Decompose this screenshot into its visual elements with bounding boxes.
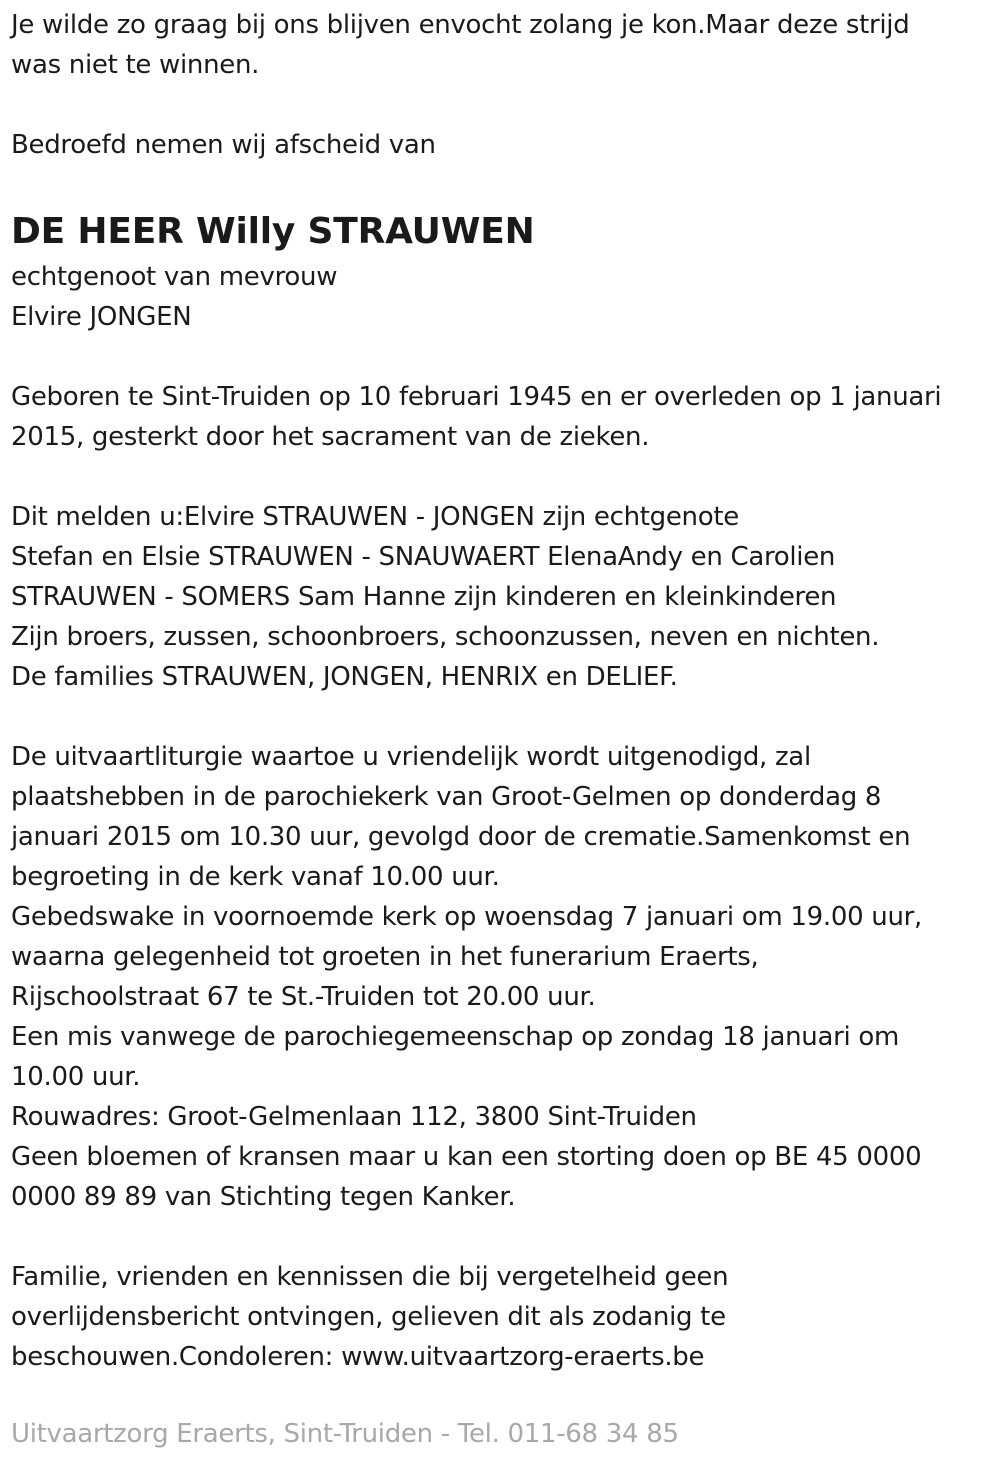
family-line: De families STRAUWEN, JONGEN, HENRIX en DELIEF. bbox=[11, 662, 678, 692]
ceremony-line: Een mis vanwege de parochiegemeenschap op zondag 18 januari om bbox=[11, 1022, 900, 1052]
birth-death-line: Geboren te Sint-Truiden op 10 februari 1945 en er overleden op 1 januari bbox=[11, 382, 942, 412]
spouse-line: echtgenoot van mevrouw bbox=[11, 262, 338, 292]
ceremony-line: Geen bloemen of kransen maar u kan een storting doen op BE 45 0000 bbox=[11, 1142, 922, 1172]
spacer bbox=[11, 165, 988, 205]
family-line: STRAUWEN - SOMERS Sam Hanne zijn kinderen en kleinkinderen bbox=[11, 582, 837, 612]
funeral-home-footer: Uitvaartzorg Eraerts, Sint-Truiden - Tel. 011-68 34 85 bbox=[11, 1419, 679, 1449]
ceremony-line: 0000 89 89 van Stichting tegen Kanker. bbox=[11, 1182, 516, 1212]
ceremony-line: Rouwadres: Groot-Gelmenlaan 112, 3800 Sint-Truiden bbox=[11, 1102, 697, 1132]
ceremony-line: begroeting in de kerk vanaf 10.00 uur. bbox=[11, 862, 500, 892]
birth-death-line: 2015, gesterkt door het sacrament van de zieken. bbox=[11, 422, 650, 452]
closing-line: Familie, vrienden en kennissen die bij vergetelheid geen bbox=[11, 1262, 729, 1292]
intro-section bbox=[11, 0, 988, 85]
deceased-name: DE HEER Willy STRAUWEN bbox=[11, 211, 535, 252]
birth-death-section bbox=[11, 377, 988, 457]
family-line: Dit melden u:Elvire STRAUWEN - JONGEN zijn echtgenote bbox=[11, 502, 739, 532]
spacer bbox=[11, 337, 988, 377]
spouse-line: Elvire JONGEN bbox=[11, 302, 192, 332]
closing-line: beschouwen.Condoleren: www.uitvaartzorg-eraerts.be bbox=[11, 1342, 705, 1372]
ceremony-line: waarna gelegenheid tot groeten in het funerarium Eraerts, bbox=[11, 942, 759, 972]
family-section bbox=[11, 497, 988, 697]
spacer bbox=[11, 85, 988, 125]
spacer bbox=[11, 457, 988, 497]
spacer bbox=[11, 1217, 988, 1257]
intro-line: was niet te winnen. bbox=[11, 50, 260, 80]
closing-line: overlijdensbericht ontvingen, gelieven dit als zodanig te bbox=[11, 1302, 726, 1332]
family-line: Stefan en Elsie STRAUWEN - SNAUWAERT ElenaAndy en Carolien bbox=[11, 542, 836, 572]
ceremony-section bbox=[11, 737, 988, 1217]
ceremony-line: januari 2015 om 10.30 uur, gevolgd door de crematie.Samenkomst en bbox=[11, 822, 911, 852]
ceremony-line: 10.00 uur. bbox=[11, 1062, 141, 1092]
closing-section bbox=[11, 1257, 988, 1377]
ceremony-line: Rijschoolstraat 67 te St.-Truiden tot 20.00 uur. bbox=[11, 982, 596, 1012]
announcement-text: Bedroefd nemen wij afscheid van bbox=[11, 130, 436, 160]
intro-line: Je wilde zo graag bij ons blijven envocht zolang je kon.Maar deze strijd bbox=[11, 10, 910, 40]
ceremony-line: De uitvaartliturgie waartoe u vriendelijk wordt uitgenodigd, zal bbox=[11, 742, 811, 772]
family-line: Zijn broers, zussen, schoonbroers, schoonzussen, neven en nichten. bbox=[11, 622, 880, 652]
ceremony-line: plaatshebben in de parochiekerk van Groot-Gelmen op donderdag 8 bbox=[11, 782, 882, 812]
spacer bbox=[11, 697, 988, 737]
ceremony-line: Gebedswake in voornoemde kerk op woensdag 7 januari om 19.00 uur, bbox=[11, 902, 923, 932]
